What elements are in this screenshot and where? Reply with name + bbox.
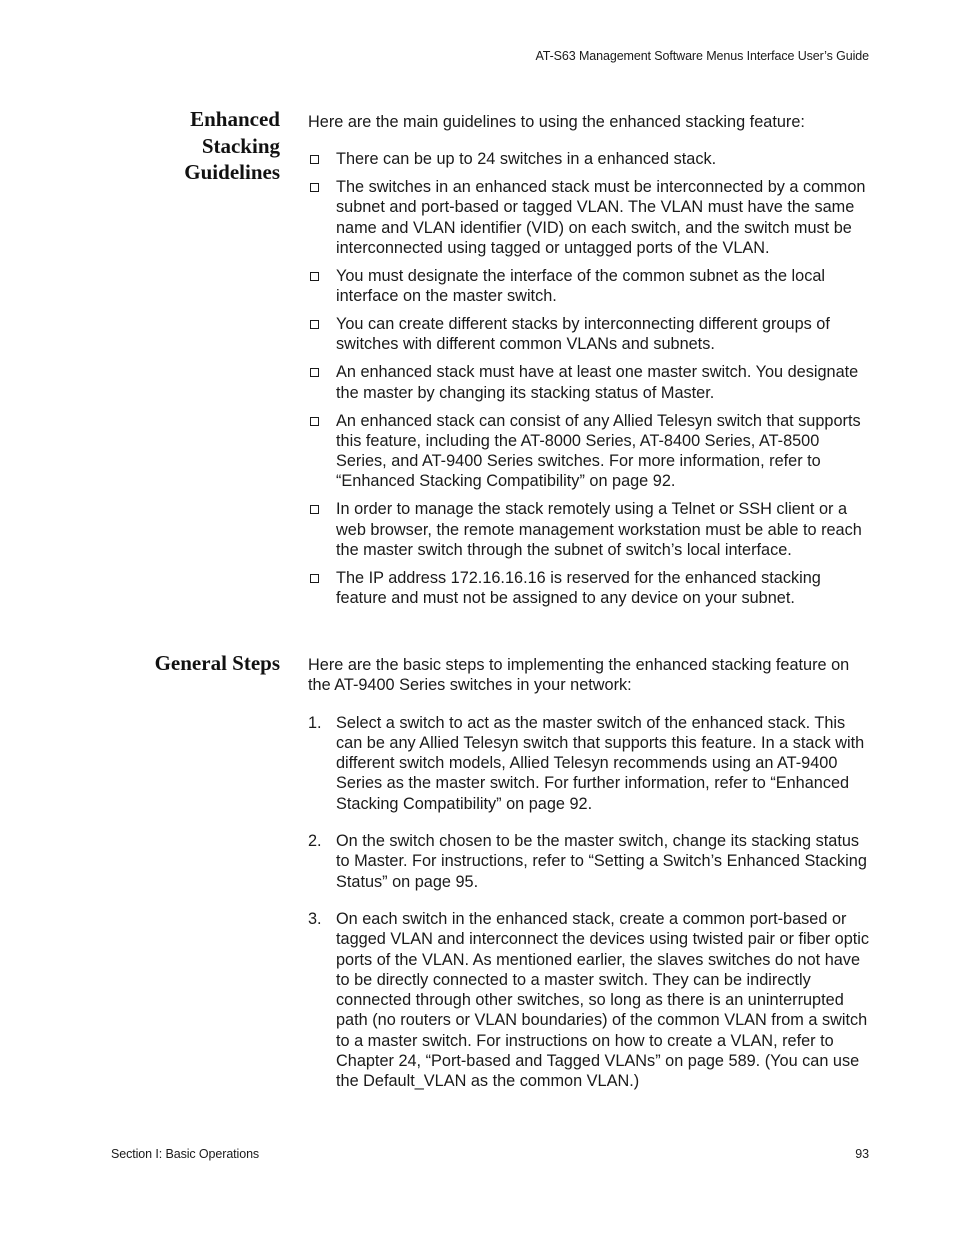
checkbox-bullet-icon bbox=[310, 505, 319, 514]
heading-line: Stacking bbox=[201, 133, 280, 158]
general-intro: Here are the basic steps to implementing the enhanced stacking feature on the AT-9400 Series switches in your network: bbox=[308, 656, 850, 695]
running-header: AT-S63 Management Software Menus Interface User’s Guide bbox=[535, 49, 869, 63]
list-item bbox=[308, 411, 874, 492]
section-heading-general-steps: General Steps bbox=[154, 651, 280, 675]
list-item bbox=[308, 362, 874, 403]
step-number: 1. bbox=[308, 713, 322, 732]
step-number: 3. bbox=[308, 909, 322, 928]
list-item bbox=[308, 314, 874, 355]
checkbox-bullet-icon bbox=[310, 320, 319, 329]
list-item-text: An enhanced stack must have at least one master switch. You designate the master by changing its stacking status of Master. bbox=[336, 363, 859, 402]
steps-list bbox=[308, 713, 874, 1092]
list-item bbox=[308, 177, 874, 258]
section-heading-enhanced-stacking-guidelines bbox=[184, 106, 280, 186]
footer-page-number: 93 bbox=[855, 1147, 869, 1161]
list-item-text: You can create different stacks by interconnecting different groups of switches with different common VLANs and subnets. bbox=[336, 315, 830, 354]
checkbox-bullet-icon bbox=[310, 417, 319, 426]
footer-section-label: Section I: Basic Operations bbox=[111, 1147, 260, 1161]
enhanced-stacking-body bbox=[308, 112, 874, 616]
list-item-text: You must designate the interface of the common subnet as the local interface on the master switch. bbox=[336, 266, 826, 306]
checkbox-bullet-icon bbox=[310, 368, 319, 377]
step-text: On the switch chosen to be the master switch, change its stacking status to Master. For instructions, refer to “Setting a Switch’s Enhanced Stacking Status” on page 95. bbox=[336, 832, 867, 891]
list-item bbox=[308, 149, 874, 169]
list-item bbox=[308, 568, 874, 609]
checkbox-bullet-icon bbox=[310, 574, 319, 583]
list-item bbox=[308, 266, 874, 307]
step-text: Select a switch to act as the master switch of the enhanced stack. This can be any Allied Telesyn switch that supports this feature. In a stack with different switch models, Allied Telesyn recommends using an AT-9400 Series as the master switch. For further information, refer to “Enhanced Stacking Compatibility” on page 92. bbox=[336, 713, 865, 813]
checkbox-bullet-icon bbox=[310, 272, 319, 281]
guidelines-list bbox=[308, 149, 874, 608]
list-item bbox=[308, 909, 874, 1092]
checkbox-bullet-icon bbox=[310, 155, 319, 164]
list-item-text: In order to manage the stack remotely using a Telnet or SSH client or a web browser, the remote management workstation must be able to reach the master switch through the subnet of switch’s local interface. bbox=[336, 500, 862, 559]
list-item bbox=[308, 831, 874, 892]
step-number: 2. bbox=[308, 832, 322, 851]
list-item-text: The switches in an enhanced stack must be interconnected by a common subnet and port-based or tagged VLAN. The VLAN must have the same name and VLAN identifier (VID) on each switch, and the switch must be interconnected using tagged or untagged ports of the VLAN. bbox=[336, 178, 866, 258]
heading-line: Guidelines bbox=[184, 160, 280, 184]
list-item-text: An enhanced stack can consist of any Allied Telesyn switch that supports this feature, including the AT-8000 Series, AT-8400 Series, AT-8500 Series, and AT-9400 Series switches. For more information, refer to “Enhanced Stacking Compatibility” on page 92. bbox=[336, 411, 861, 491]
list-item-text: The IP address 172.16.16.16 is reserved for the enhanced stacking feature and must not be assigned to any device on your subnet. bbox=[336, 568, 821, 608]
general-steps-body bbox=[308, 655, 874, 1109]
step-text: On each switch in the enhanced stack, create a common port-based or tagged VLAN and interconnect the devices using twisted pair or fiber optic ports of the VLAN. As mentioned earlier, the slaves switches do not have to be directly connected to a master switch. They can be indirectly connected through other switches, so long as there is an uninterrupted path (no routers or VLAN boundaries) of the common VLAN from a switch to a master switch. For instructions on how to create a VLAN, refer to Chapter 24, “Port-based and Tagged VLANs” on page 589. (You can use the Default_VLAN as the common VLAN.) bbox=[336, 909, 870, 1091]
checkbox-bullet-icon bbox=[310, 183, 319, 192]
enhanced-intro: Here are the main guidelines to using the enhanced stacking feature: bbox=[308, 113, 805, 131]
heading-line: Enhanced bbox=[190, 107, 280, 131]
list-item-text: There can be up to 24 switches in a enhanced stack. bbox=[336, 150, 717, 169]
list-item bbox=[308, 499, 874, 560]
list-item bbox=[308, 713, 874, 814]
